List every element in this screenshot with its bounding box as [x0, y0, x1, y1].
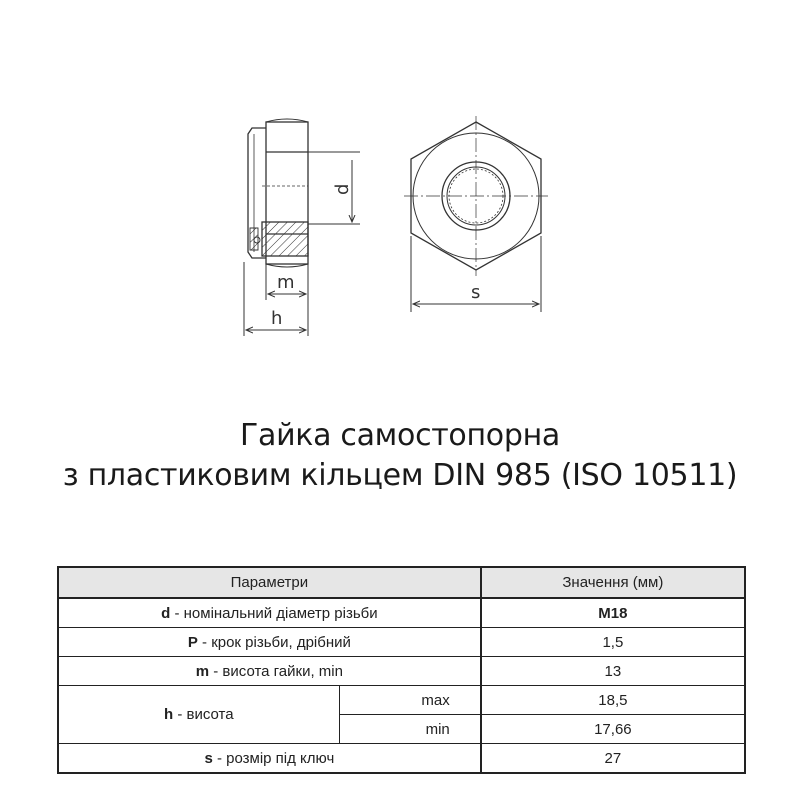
header-values: Значення (мм) [481, 567, 745, 598]
value-cell: 18,5 [481, 686, 745, 715]
param-desc: - висота [173, 706, 234, 723]
param-desc: - крок різьби, дрібний [197, 633, 351, 651]
table-row [58, 598, 745, 628]
value-cell: 27 [481, 744, 745, 774]
param-cell [58, 744, 481, 774]
param-cell [58, 598, 481, 628]
param-symbol: m [195, 662, 210, 680]
dim-m-label: m [277, 272, 295, 293]
param-desc: - висота гайки, min [209, 662, 343, 680]
sub-label-max: max [339, 686, 481, 715]
nut-front-view [404, 116, 548, 276]
param-symbol: d [161, 604, 171, 622]
param-cell [58, 686, 339, 744]
param-cell [58, 628, 481, 657]
spec-table [57, 566, 746, 774]
table-row [58, 657, 745, 686]
param-symbol: h [164, 706, 174, 723]
value-cell: M18 [481, 598, 745, 628]
param-symbol: s [204, 749, 213, 767]
table-header-row [58, 567, 745, 598]
product-title-line1: Гайка самостопорна [239, 418, 560, 453]
dim-s-label: s [471, 282, 481, 303]
value-cell: 1,5 [481, 628, 745, 657]
nut-side-view [248, 119, 308, 267]
param-symbol: P [187, 633, 198, 651]
param-cell [58, 657, 481, 686]
sub-label-min: min [339, 715, 481, 744]
table-row [58, 744, 745, 774]
param-desc: - розмір під ключ [212, 749, 335, 767]
header-params: Параметри [58, 567, 481, 598]
param-desc: - номінальний діаметр різьби [170, 604, 378, 622]
value-cell: 13 [481, 657, 745, 686]
table-row [58, 628, 745, 657]
value-cell: 17,66 [481, 715, 745, 744]
dim-h-label: h [271, 308, 283, 329]
table-row [58, 686, 745, 715]
dim-d-label: d [332, 183, 353, 195]
product-title-line2: з пластиковим кільцем DIN 985 (ISO 10511) [62, 458, 738, 493]
